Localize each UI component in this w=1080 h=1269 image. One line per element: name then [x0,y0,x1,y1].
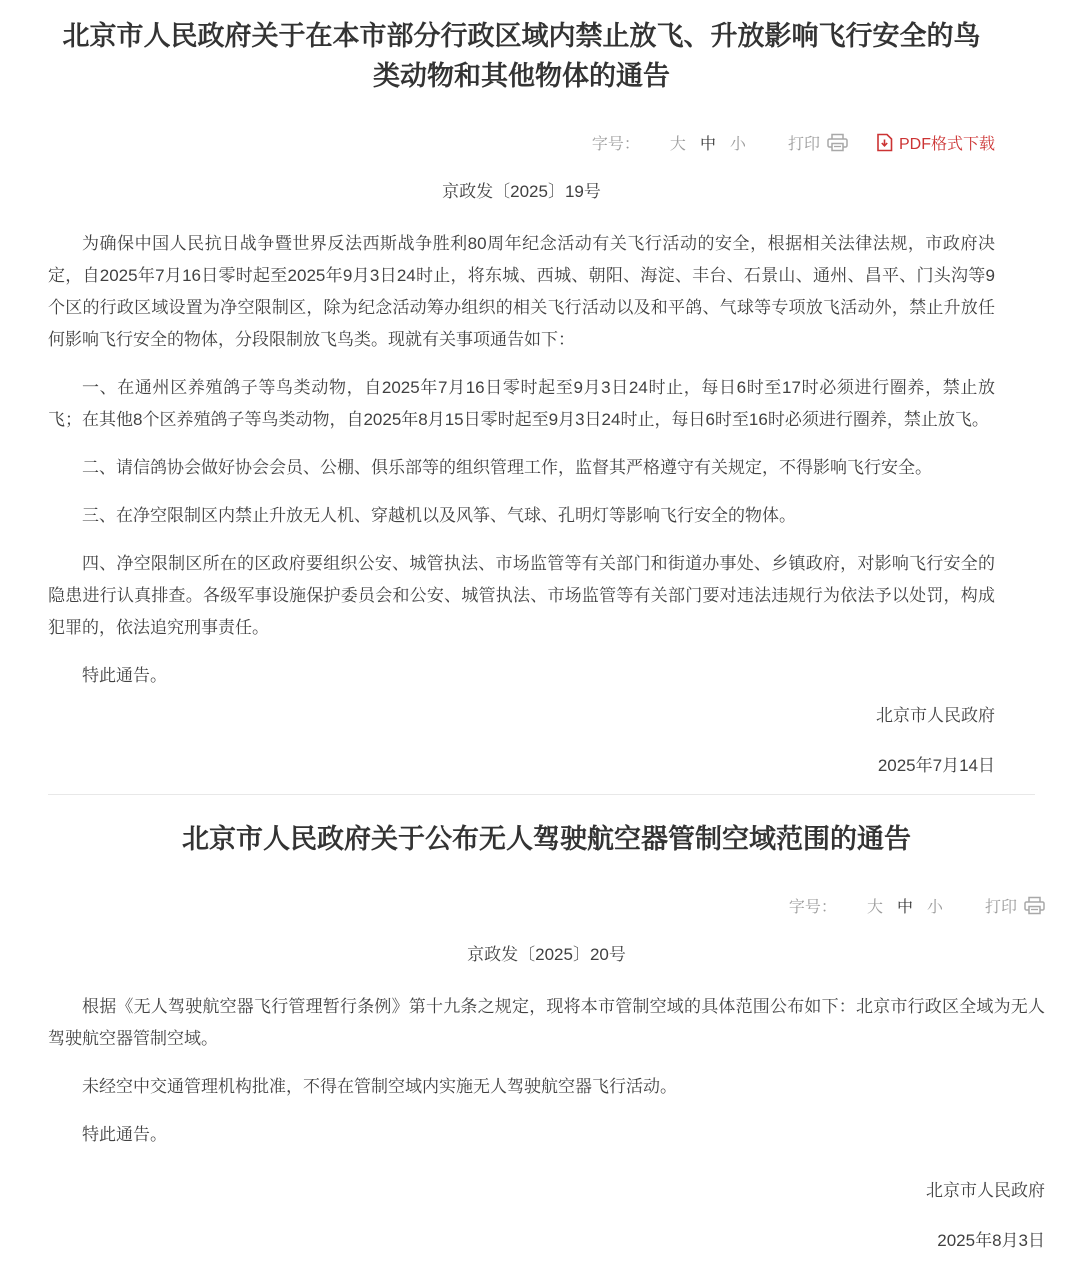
font-size-medium-button[interactable]: 中 [896,898,913,916]
notice-paragraph: 二、请信鸽协会做好协会会员、公棚、俱乐部等的组织管理工作，监督其严格遵守有关规定，不得影响飞行安全。 [82,458,932,477]
notice-closing: 特此通告。 [82,1125,167,1144]
notice-paragraph: 一、在通州区养殖鸽子等鸟类动物，自2025年7月16日零时起至9月3日24时止，每日6时至17时必须进行圈养，禁止放飞；在其他8个区养殖鸽子等鸟类动物，自2025年8月15日零时起至9月3日24时止，每日6时至16时必须进行圈养，禁止放飞。 [48,378,995,429]
notice-2-body [48,991,1045,1151]
notice-paragraph: 未经空中交通管理机构批准，不得在管制空域内实施无人驾驶航空器飞行活动。 [82,1077,677,1096]
notice-paragraph: 根据《无人驾驶航空器飞行管理暂行条例》第十九条之规定，现将本市管制空域的具体范围公布如下：北京市行政区全域为无人驾驶航空器管制空域。 [48,997,1045,1048]
notice-1-date: 2025年7月14日 [877,756,995,775]
notice-1-body [48,228,995,692]
print-button[interactable] [985,894,1045,917]
font-size-label: 字号： [591,135,640,153]
bottom-spacer [48,1257,1045,1269]
font-size-medium-button[interactable]: 中 [699,135,716,153]
font-size-small-button[interactable]: 小 [729,135,746,153]
notice-2-date: 2025年8月3日 [937,1231,1045,1250]
font-size-large-button[interactable]: 大 [866,898,883,916]
print-button-label: 打印 [787,135,820,153]
notice-2 [0,795,1080,1269]
notice-1-issuer: 北京市人民政府 [876,706,995,725]
printer-icon [1024,896,1045,915]
notice-1-doc-number: 京政发〔2025〕19号 [442,182,601,201]
notice-2-issuer: 北京市人民政府 [926,1181,1045,1200]
notice-2-title: 北京市人民政府关于公布无人驾驶航空器管制空域范围的通告 [182,824,911,854]
notice-paragraph: 四、净空限制区所在的区政府要组织公安、城管执法、市场监管等有关部门和街道办事处、乡镇政府，对影响飞行安全的隐患进行认真排查。各级军事设施保护委员会和公安、城管执法、市场监管等有关部门要对违法违规行为依法予以处罚，构成犯罪的，依法追究刑事责任。 [48,554,995,637]
notice-1-title: 北京市人民政府关于在本市部分行政区域内禁止放飞、升放影响飞行安全的鸟类动物和其他物体的通告 [62,21,981,91]
notice-paragraph: 为确保中国人民抗日战争暨世界反法西斯战争胜利80周年纪念活动有关飞行活动的安全，根据相关法律法规，市政府决定，自2025年7月16日零时起至2025年9月3日24时止，将东城、西城、朝阳、海淀、丰台、石景山、通州、昌平、门头沟等9个区的行政区域设置为净空限制区，除为纪念活动筹办组织的相关飞行活动以及和平鸽、气球等专项放飞活动外，禁止升放任何影响飞行安全的物体，分段限制放飞鸟类。现就有关事项通告如下： [48,234,995,349]
printer-icon [827,133,848,152]
pdf-download-button[interactable] [876,131,995,154]
notice-2-toolbar [48,893,1045,917]
print-button[interactable] [788,131,848,154]
font-size-label: 字号： [788,898,837,916]
notice-paragraph: 三、在净空限制区内禁止升放无人机、穿越机以及风筝、气球、孔明灯等影响飞行安全的物体。 [82,506,796,525]
notice-2-doc-number: 京政发〔2025〕20号 [467,945,626,964]
font-size-large-button[interactable]: 大 [669,135,686,153]
pdf-file-icon [876,133,893,152]
pdf-download-label: PDF格式下载 [898,135,995,153]
notice-closing: 特此通告。 [82,666,167,685]
font-size-small-button[interactable]: 小 [926,898,943,916]
print-button-label: 打印 [984,898,1017,916]
notice-1-toolbar [48,130,995,154]
